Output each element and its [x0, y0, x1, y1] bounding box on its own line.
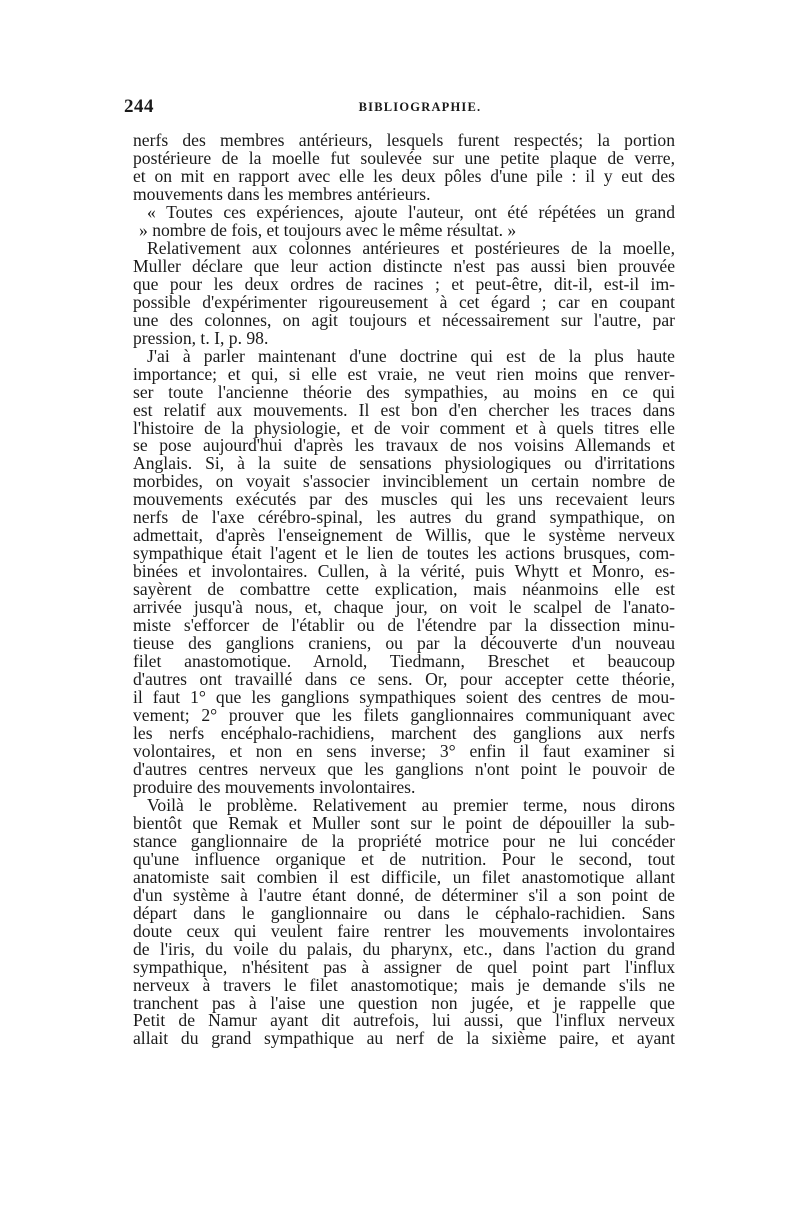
text-line: Relativement aux colonnes antérieures et postérieures de la moelle,: [147, 237, 675, 258]
text-line: admettait, d'après l'enseignement de Willis, que le système nerveux: [133, 525, 675, 546]
text-line: Petit de Namur ayant dit autrefois, lui aussi, que l'influx nerveux: [133, 1010, 675, 1031]
text-line: bientôt que Remak et Muller sont sur le point de dépouiller la sub-: [133, 812, 675, 833]
text-line: sympathique était l'agent et le lien de toutes les actions brusques, com-: [133, 543, 675, 564]
text-line: filet anastomotique. Arnold, Tiedmann, Breschet et beaucoup: [133, 651, 675, 672]
text-line: doute ceux qui veulent faire rentrer les mouvements involontaires: [133, 920, 675, 941]
text-line: vement; 2° prouver que les filets ganglionnaires communiquant avec: [133, 705, 675, 725]
text-line: miste s'efforcer de l'établir ou de l'étendre par la dissection minu-: [133, 615, 675, 636]
text-line: ser toute l'ancienne théorie des sympathies, au moins en ce qui: [133, 381, 675, 402]
text-line: volontaires, et non en sens inverse; 3° enfin il faut examiner si: [133, 740, 675, 761]
text-line: binées et involontaires. Cullen, à la vérité, puis Whytt et Monro, es-: [133, 561, 675, 582]
text-line: » nombre de fois, et toujours avec le même résultat. »: [139, 219, 517, 240]
text-line: importance; et qui, si elle est vraie, ne veut rien moins que renver-: [133, 363, 675, 384]
text-line: l'histoire de la physiologie, et de voir comment et à quels titres elle: [133, 417, 675, 438]
text-line: pression, t. I, p. 98.: [133, 327, 269, 348]
text-line: d'autres centres nerveux que les ganglions n'ont point le pouvoir de: [133, 758, 675, 779]
text-line: se pose aujourd'hui d'après les travaux de nos voisins Allemands et: [133, 435, 675, 456]
text-line: morbides, on voyait s'associer invinciblement un certain nombre de: [133, 471, 675, 492]
text-line: J'ai à parler maintenant d'une doctrine qui est de la plus haute: [147, 345, 675, 366]
text-line: de l'iris, du voile du palais, du pharynx, etc., dans l'action du grand: [133, 938, 675, 959]
text-line: est relatif aux mouvements. Il est bon d'en chercher les traces dans: [133, 399, 675, 420]
text-line: tieuse des ganglions craniens, ou par la découverte d'un nouveau: [133, 633, 675, 654]
text-line: il faut 1° que les ganglions sympathiques soient des centres de mou-: [133, 687, 675, 708]
text-line: d'un système à l'autre étant donné, de déterminer s'il a son point de: [133, 884, 675, 905]
text-line: une des colonnes, on agit toujours et nécessairement sur l'autre, par: [133, 309, 675, 330]
text-line: stance ganglionnaire de la propriété motrice pour ne lui concéder: [133, 830, 675, 851]
text-line: Voilà le problème. Relativement au premier terme, nous dirons: [147, 794, 675, 815]
text-line: les nerfs encéphalo-rachidiens, marchent des ganglions aux nerfs: [133, 722, 675, 743]
text-line: nerfs des membres antérieurs, lesquels furent respectés; la portion: [133, 130, 675, 150]
text-line: postérieure de la moelle fut soulevée sur une petite plaque de verre,: [133, 147, 675, 168]
text-line: allait du grand sympathique au nerf de la sixième paire, et ayant: [133, 1028, 675, 1049]
page-number: 244: [124, 96, 154, 117]
text-line: arrivée jusqu'à nous, et, chaque jour, on voit le scalpel de l'anato-: [133, 597, 675, 618]
text-line: nerveux à travers le filet anastomotique; mais je demande s'ils ne: [133, 974, 675, 995]
text-line: possible d'expérimenter rigoureusement à cet égard ; car en coupant: [133, 291, 675, 312]
text-line: d'autres ont travaillé dans ce sens. Or, pour accepter cette théorie,: [133, 669, 675, 690]
text-line: « Toutes ces expériences, ajoute l'auteur, ont été répétées un grand: [147, 201, 675, 222]
text-line: mouvements dans les membres antérieurs.: [133, 183, 431, 204]
running-head: [124, 96, 676, 126]
text-line: départ dans le ganglionnaire ou dans le céphalo-rachidien. Sans: [133, 902, 675, 923]
text-line: sayèrent de combattre cette explication, mais néanmoins elle est: [133, 579, 675, 600]
text-line: Muller déclare que leur action distincte n'est pas aussi bien prouvée: [133, 255, 675, 276]
text-line: anatomiste sait combien il est difficile, un filet anastomotique allant: [133, 866, 675, 887]
text-line: Anglais. Si, à la suite de sensations physiologiques ou d'irritations: [133, 453, 675, 474]
text-line: qu'une influence organique et de nutrition. Pour le second, tout: [133, 848, 675, 869]
text-line: nerfs de l'axe cérébro-spinal, les autres du grand sympathique, on: [133, 507, 675, 528]
text-line: tranchent pas à l'aise une question non jugée, et je rappelle que: [133, 992, 675, 1013]
text-line: que pour les deux ordres de racines ; et peut-être, dit-il, est-il im-: [133, 273, 675, 294]
text-line: mouvements exécutés par des muscles qui les uns recevaient leurs: [133, 489, 675, 510]
body-text: [133, 131, 675, 1047]
text-line: produire des mouvements involontaires.: [133, 776, 416, 797]
text-line: et on mit en rapport avec elle les deux pôles d'une pile : il y eut des: [133, 165, 675, 186]
running-title: BIBLIOGRAPHIE.: [358, 100, 482, 114]
text-line: sympathique, n'hésitent pas à assigner de quel point part l'influx: [133, 956, 675, 977]
